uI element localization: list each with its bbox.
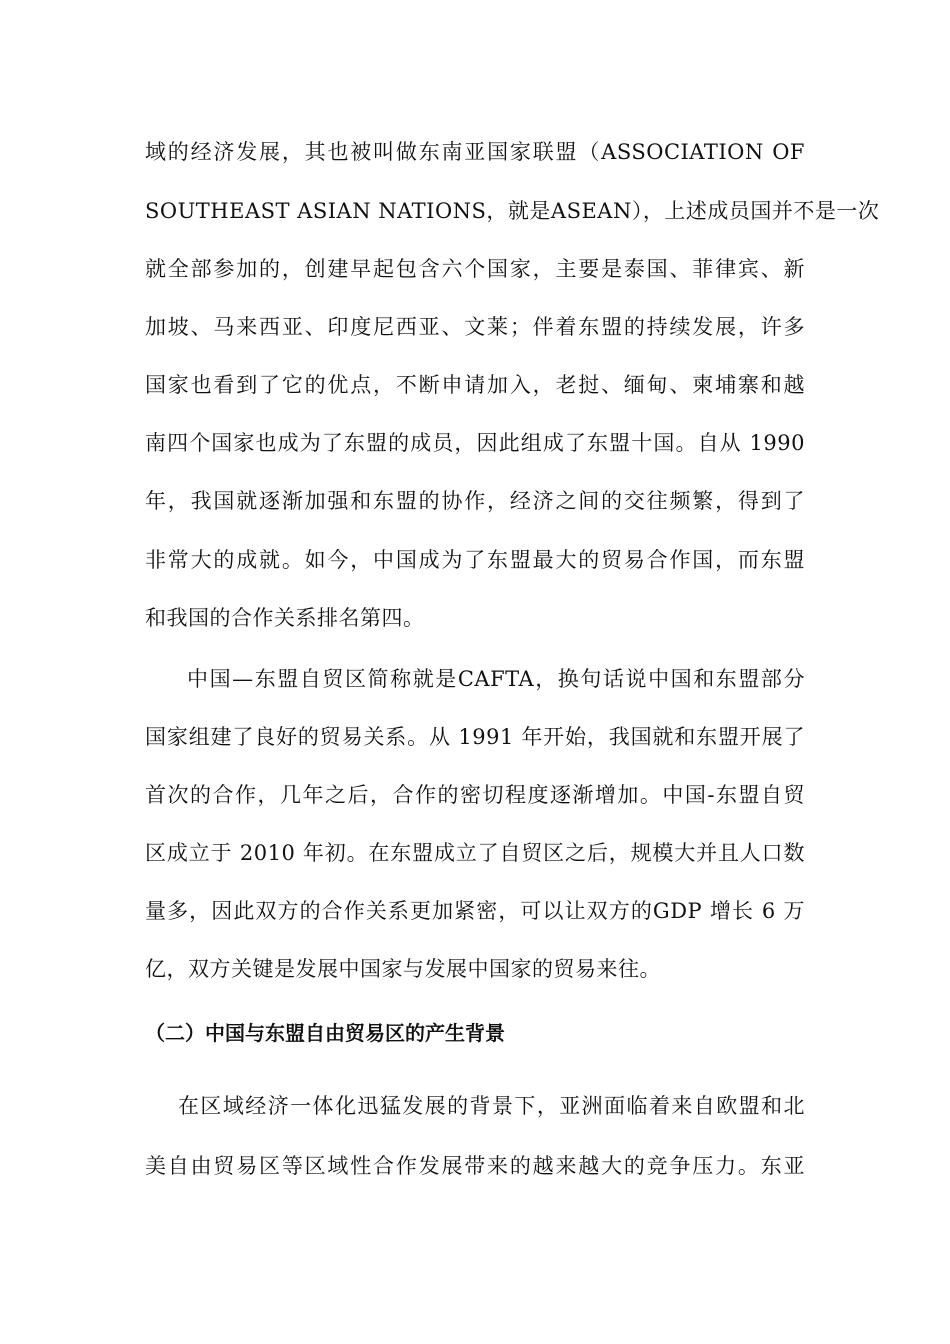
paragraph-line: 中国—东盟自贸区简称就是CAFTA，换句话说中国和东盟部分 xyxy=(187,667,805,691)
paragraph-line: 国家也看到了它的优点，不断申请加入，老挝、缅甸、柬埔寨和越 xyxy=(145,373,805,397)
paragraph-line: 量多，因此双方的合作关系更加紧密，可以让双方的GDP 增长 6 万 xyxy=(145,899,805,923)
paragraph-line: 和我国的合作关系排名第四。 xyxy=(145,606,425,630)
paragraph-line: 区成立于 2010 年初。在东盟成立了自贸区之后，规模大并且人口数 xyxy=(145,841,805,865)
paragraph-line: 就全部参加的，创建早起包含六个国家，主要是泰国、菲律宾、新 xyxy=(145,257,805,281)
paragraph-line: 亿，双方关键是发展中国家与发展中国家的贸易来往。 xyxy=(145,957,661,981)
paragraph-line: 美自由贸易区等区域性合作发展带来的越来越大的竞争压力。东亚 xyxy=(145,1154,805,1178)
paragraph-line: 加坡、马来西亚、印度尼西亚、文莱；伴着东盟的持续发展，许多 xyxy=(145,315,805,339)
paragraph-line: 非常大的成就。如今，中国成为了东盟最大的贸易合作国，而东盟 xyxy=(145,548,805,572)
paragraph-line: 国家组建了良好的贸易关系。从 1991 年开始，我国就和东盟开展了 xyxy=(145,725,805,749)
paragraph-line: 年，我国就逐渐加强和东盟的协作，经济之间的交往频繁，得到了 xyxy=(145,489,805,513)
paragraph-line: 南四个国家也成为了东盟的成员，因此组成了东盟十国。自从 1990 xyxy=(145,431,805,455)
section-heading: （二）中国与东盟自由贸易区的产生背景 xyxy=(145,1021,505,1045)
paragraph-line: SOUTHEAST ASIAN NATIONS，就是ASEAN），上述成员国并不是一次 xyxy=(145,199,880,223)
paragraph-line: 在区域经济一体化迅猛发展的背景下，亚洲面临着来自欧盟和北 xyxy=(178,1094,805,1118)
paragraph-line: 首次的合作，几年之后，合作的密切程度逐渐增加。中国-东盟自贸 xyxy=(145,783,805,807)
paragraph-line: 域的经济发展，其也被叫做东南亚国家联盟（ASSOCIATION OF xyxy=(145,140,805,164)
